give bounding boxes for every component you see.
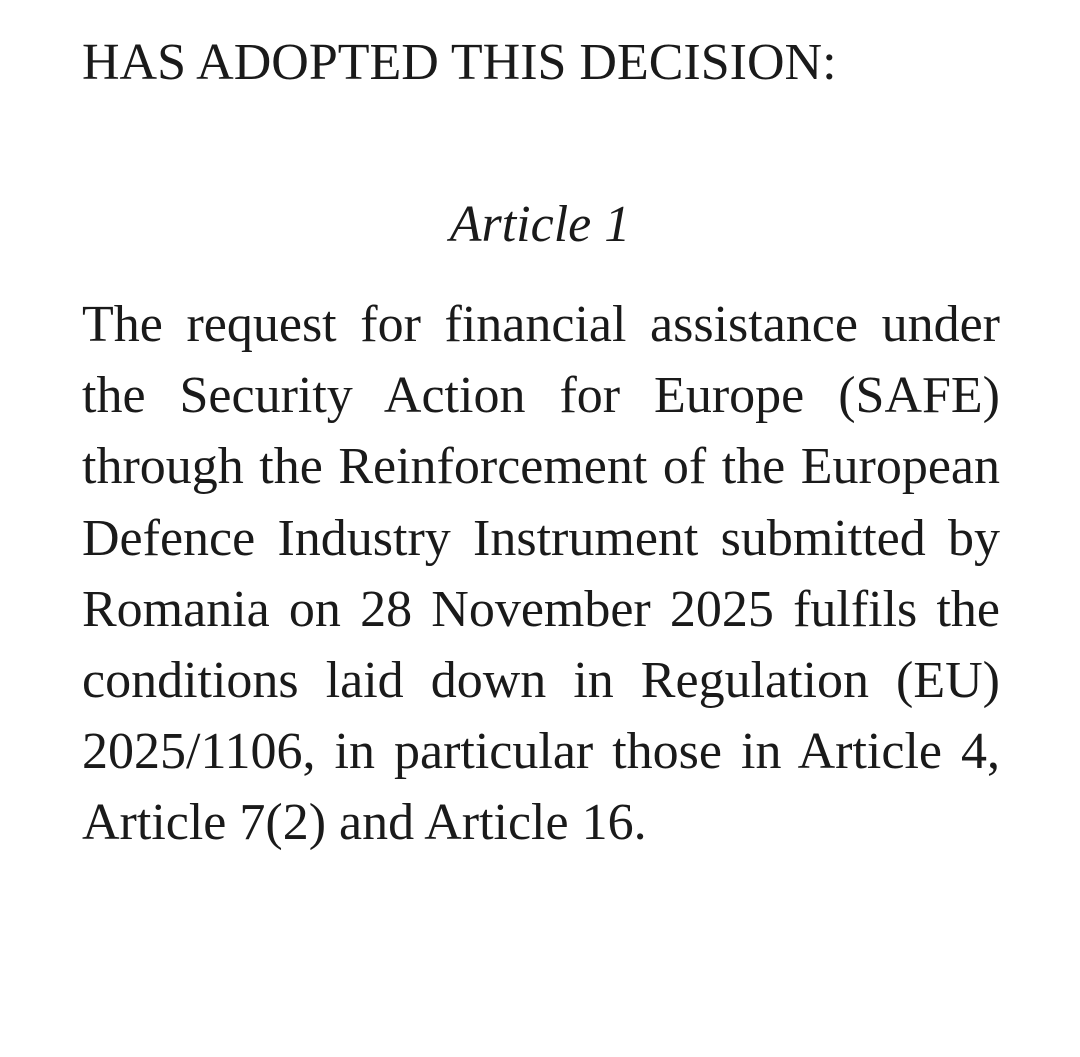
article-body-paragraph: The request for financial assistance under the Security Action for Europe (SAFE) through the Reinforcement of the European Defence Industry Instrument submitted by Romania on 28 November 2025 fulfils the conditions laid down in Regulation (EU) 2025/1106, in particular those in Article 4, Article 7(2) and Article 16. [82, 296, 1000, 852]
article-title: Article 1 [449, 196, 631, 253]
decision-heading: HAS ADOPTED THIS DECISION: [82, 34, 837, 91]
